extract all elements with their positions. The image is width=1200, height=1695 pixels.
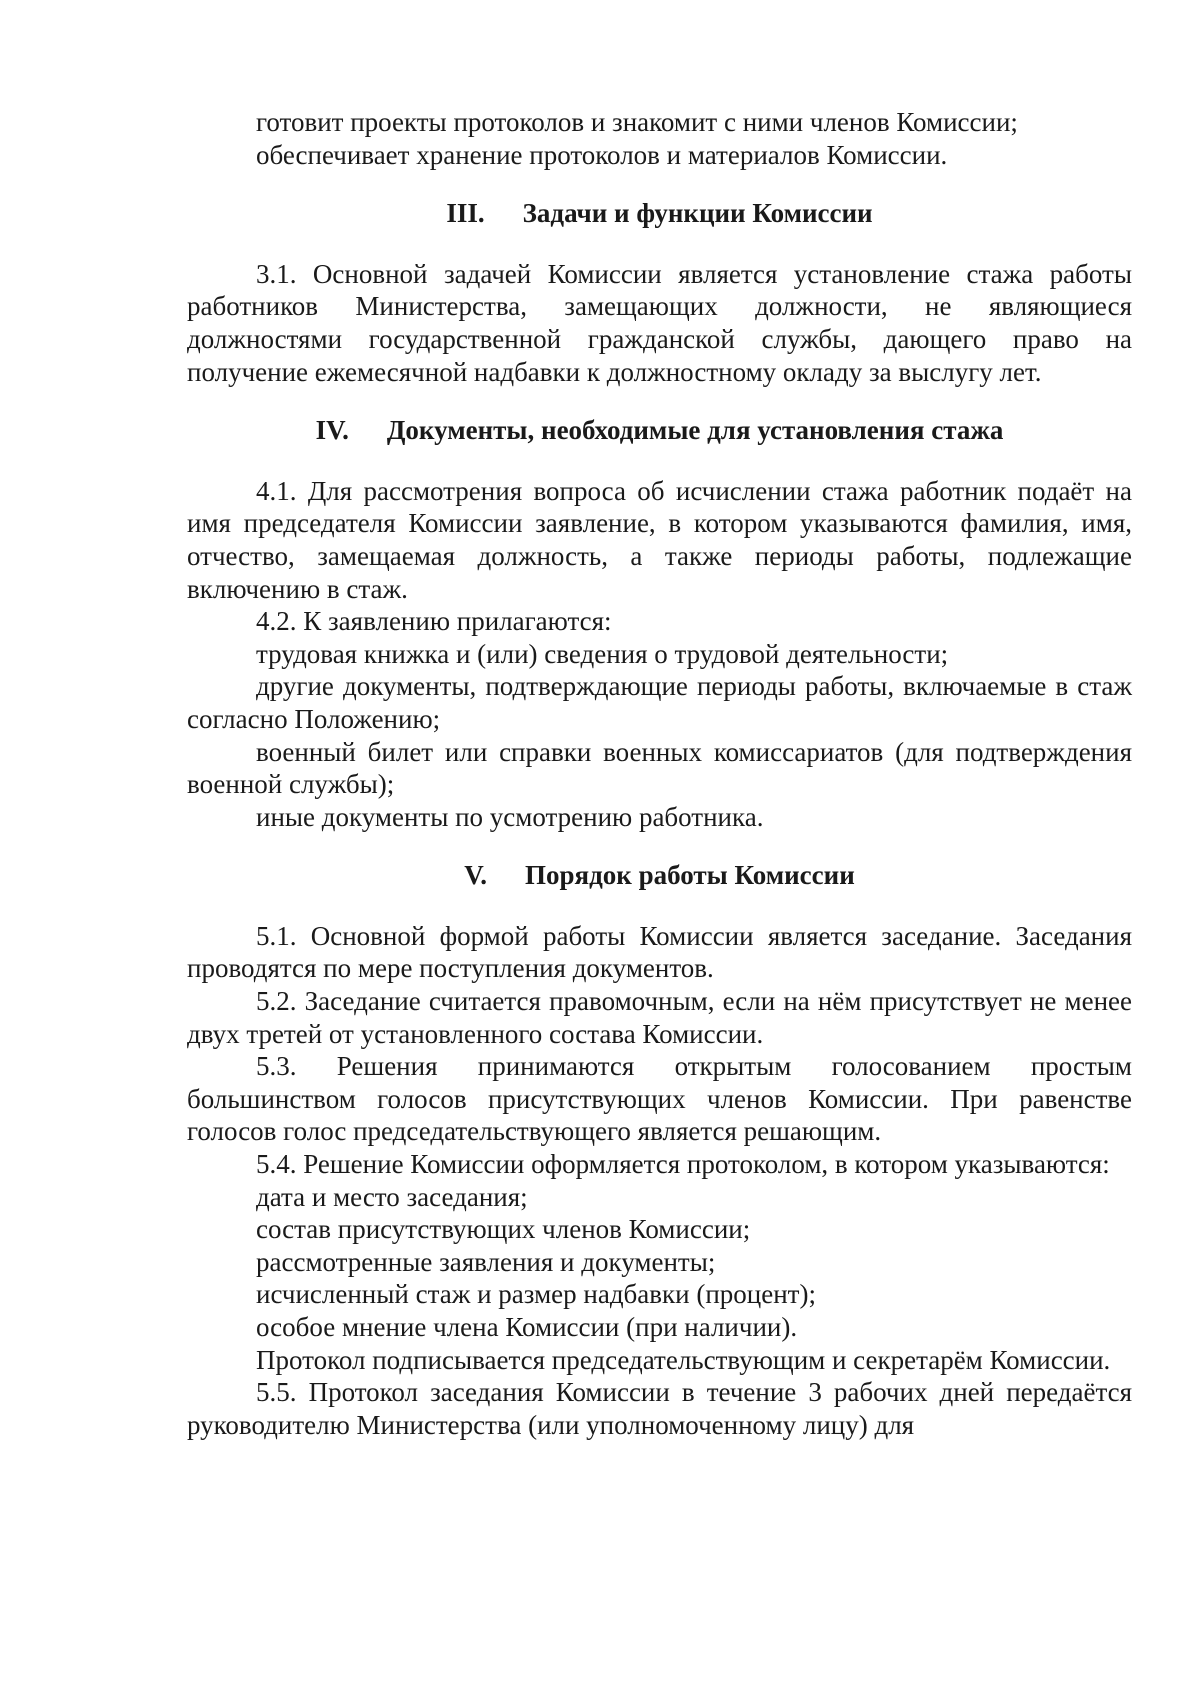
list-item: состав присутствующих членов Комиссии; bbox=[256, 1214, 751, 1245]
list-item: дата и место заседания; bbox=[256, 1181, 528, 1212]
paragraph: 3.1. Основной задачей Комиссии является установление стажа работы работников Министерства, замещающих должности, не являющиеся должностями государственной гражданской службы, дающего право на получение ежемесячной надбавки к должностному окладу за выслугу лет. bbox=[187, 258, 1132, 387]
paragraph: 5.4. Решение Комиссии оформляется протоколом, в котором указываются: bbox=[256, 1149, 1110, 1180]
paragraph: 5.3. Решения принимаются открытым голосованием простым большинством голосов присутствующих членов Комиссии. При равенстве голосов голос председательствующего является решающим. bbox=[187, 1051, 1132, 1147]
section-heading-4 bbox=[187, 414, 1132, 447]
paragraph: 4.2. К заявлению прилагаются: bbox=[256, 606, 612, 637]
paragraph: обеспечивает хранение протоколов и материалов Комиссии. bbox=[256, 139, 948, 170]
list-item: военный билет или справки военных комиссариатов (для подтверждения военной службы); bbox=[187, 736, 1132, 800]
list-item: исчисленный стаж и размер надбавки (процент); bbox=[256, 1279, 816, 1310]
paragraph: 4.1. Для рассмотрения вопроса об исчислении стажа работник подаёт на имя председателя Комиссии заявление, в котором указываются фамилия, имя, отчество, замещаемая должность, а также периоды работы, подлежащие включению в стаж. bbox=[187, 475, 1132, 604]
paragraph: 5.2. Заседание считается правомочным, если на нём присутствует не менее двух третей от установленного состава Комиссии. bbox=[187, 986, 1132, 1049]
paragraph: 5.5. Протокол заседания Комиссии в течение 3 рабочих дней передаётся руководителю Министерства (или уполномоченному лицу) для bbox=[187, 1377, 1132, 1440]
section-heading-3 bbox=[187, 197, 1132, 230]
list-item: иные документы по усмотрению работника. bbox=[256, 801, 764, 832]
list-item: другие документы, подтверждающие периоды работы, включаемые в стаж согласно Положению; bbox=[187, 671, 1132, 734]
section-number: III. bbox=[446, 198, 485, 229]
section-number: IV. bbox=[315, 415, 349, 446]
list-item: особое мнение члена Комиссии (при наличии). bbox=[256, 1312, 798, 1342]
paragraph: 5.1. Основной формой работы Комиссии является заседание. Заседания проводятся по мере поступления документов. bbox=[187, 920, 1132, 984]
section-heading-5 bbox=[187, 859, 1132, 892]
paragraph: готовит проекты протоколов и знакомит с ними членов Комиссии; bbox=[256, 107, 1018, 137]
list-item: рассмотренные заявления и документы; bbox=[256, 1246, 716, 1277]
document-body bbox=[187, 106, 1132, 1441]
section-title: Документы, необходимые для установления стажа bbox=[386, 415, 1004, 446]
section-number: V. bbox=[464, 860, 488, 891]
list-item: трудовая книжка и (или) сведения о трудовой деятельности; bbox=[256, 638, 949, 669]
section-title: Задачи и функции Комиссии bbox=[522, 198, 873, 229]
section-title: Порядок работы Комиссии bbox=[525, 860, 855, 891]
paragraph: Протокол подписывается председательствующим и секретарём Комиссии. bbox=[256, 1344, 1111, 1375]
